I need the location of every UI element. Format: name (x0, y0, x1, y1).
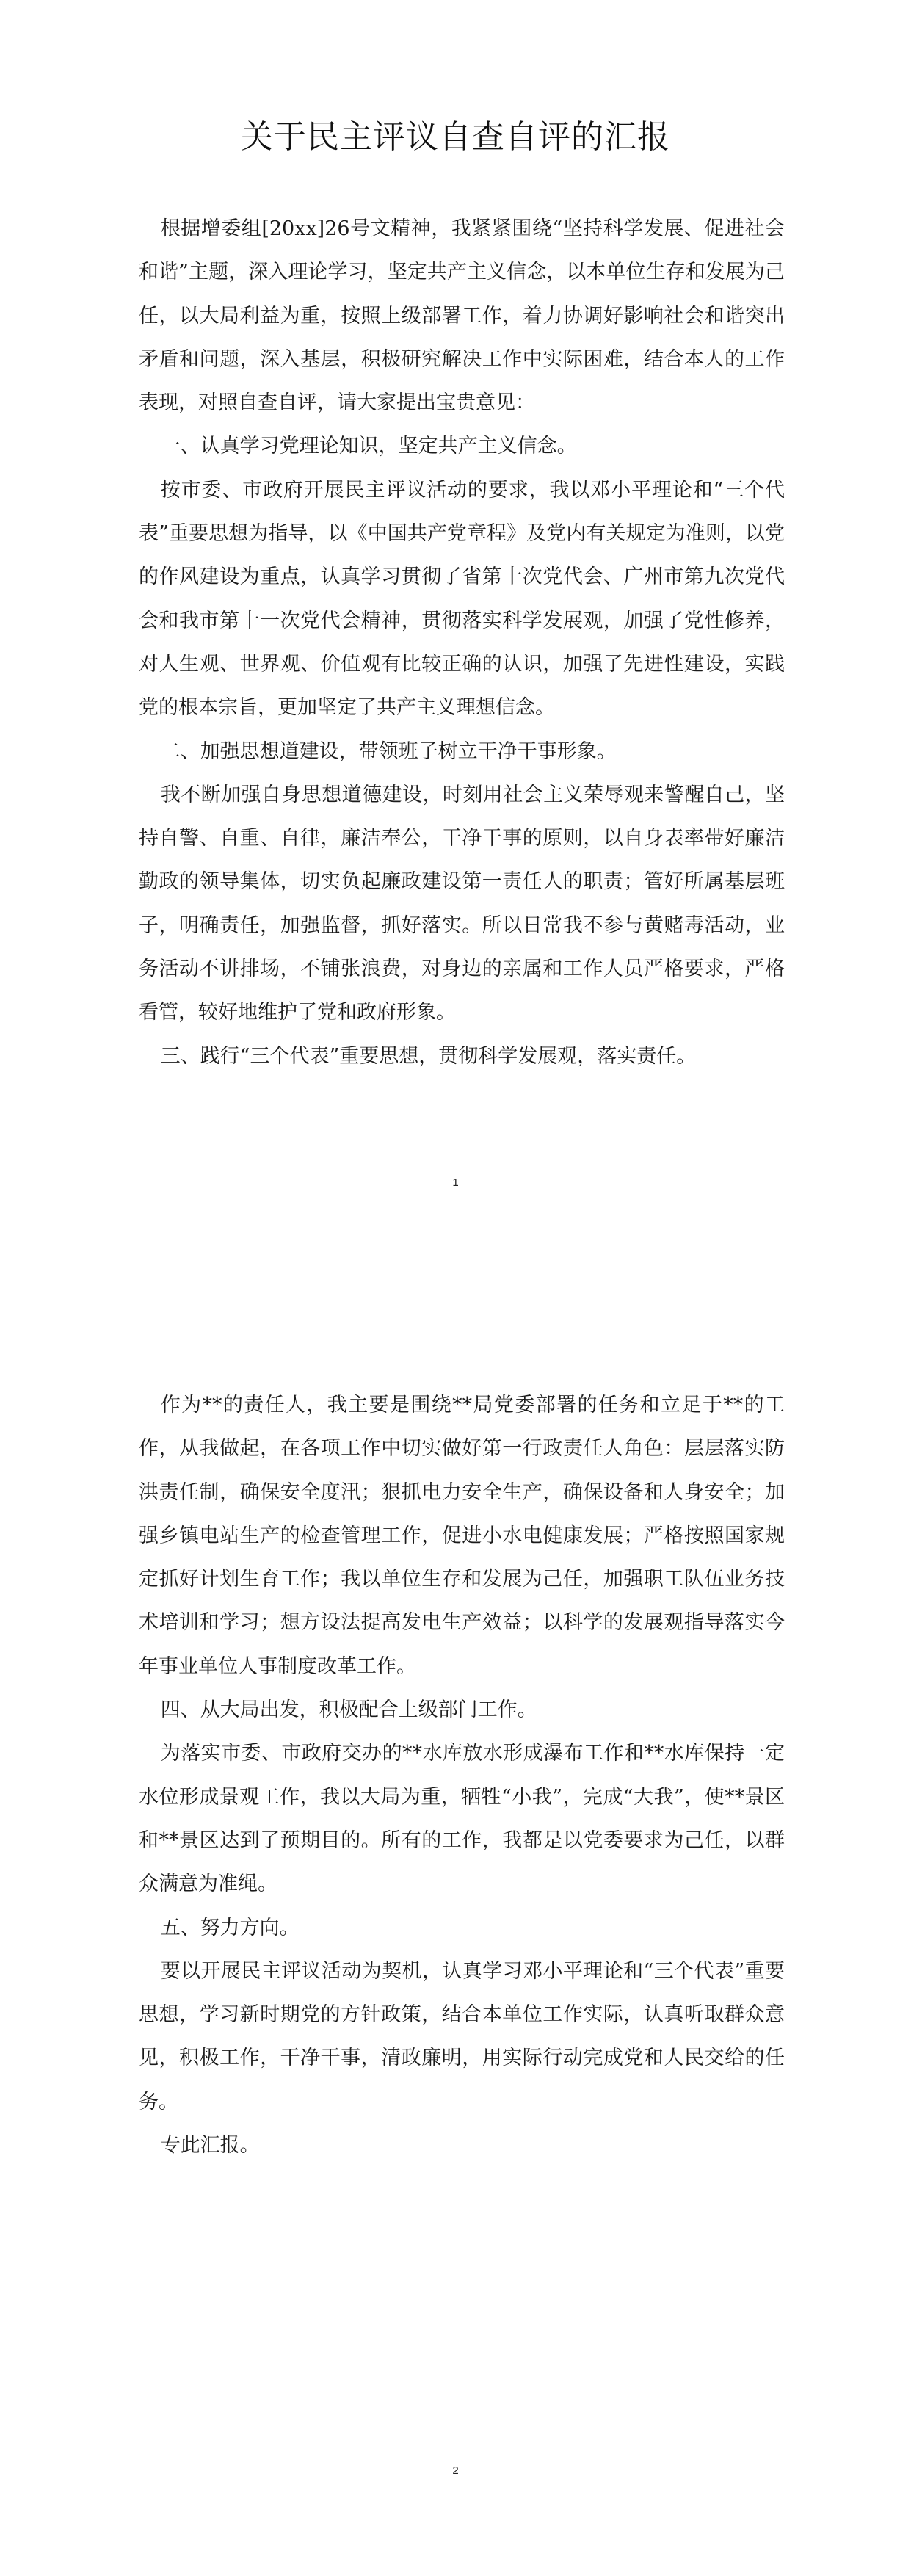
section-heading-4: 四、从大局出发，积极配合上级部门工作。 (160, 1698, 537, 1722)
section-paragraph-1: 按市委、市政府开展民主评议活动的要求，我以邓小平理论和“三个代表”重要思想为指导，以《中国共产党章程》及党内有关规定为准则，以党的作风建设为重点，认真学习贯彻了省第十次党代会、广州市第九次党代会和我市第十一次党代会精神，贯彻落实科学发展观，加强了党性修养，对人生观、世界观、价值观有比较正确的认识，加强了先进性建设，实践党的根本宗旨，更加坚定了共产主义理想信念。 (139, 478, 785, 720)
document-title: 关于民主评议自查自评的汇报 (241, 118, 670, 156)
section-heading-1: 一、认真学习党理论知识，坚定共产主义信念。 (160, 435, 577, 458)
document-page-2 (0, 1288, 911, 2576)
section-heading-5: 五、努力方向。 (160, 1916, 300, 1939)
page-number-1: 1 (452, 1176, 459, 1189)
page-2-body (139, 1383, 785, 2167)
section-heading-3: 三、践行“三个代表”重要思想，贯彻科学发展观，落实责任。 (160, 1044, 697, 1068)
section-paragraph-3: 作为**的责任人，我主要是围绕**局党委部署的任务和立足于**的工作，从我做起，在各项工作中切实做好第一行政责任人角色：层层落实防洪责任制，确保安全度汛；狠抓电力安全生产，确保设备和人身安全；加强乡镇电站生产的检查管理工作，促进小水电健康发展；严格按照国家规定抓好计划生育工作；我以单位生存和发展为己任，加强职工队伍业务技术培训和学习；想方设法提高发电生产效益；以科学的发展观指导落实今年事业单位人事制度改革工作。 (139, 1394, 785, 1678)
section-paragraph-5: 要以开展民主评议活动为契机，认真学习邓小平理论和“三个代表”重要思想，学习新时期党的方针政策，结合本单位工作实际，认真听取群众意见，积极工作，干净干事，清政廉明，用实际行动完成党和人民交给的任务。 (139, 1959, 785, 2113)
page-number-2: 2 (452, 2464, 459, 2477)
closing-line: 专此汇报。 (160, 2134, 260, 2157)
section-paragraph-2: 我不断加强自身思想道德建设，时刻用社会主义荣辱观来警醒自己，坚持自警、自重、自律，廉洁奉公，干净干事的原则，以自身表率带好廉洁勤政的领导集体，切实负起廉政建设第一责任人的职责；管好所属基层班子，明确责任，加强监督，抓好落实。所以日常我不参与黄赌毒活动，业务活动不讲排场，不铺张浪费，对身边的亲属和工作人员严格要求，严格看管，较好地维护了党和政府形象。 (139, 783, 785, 1024)
page-1-body (139, 207, 785, 1078)
intro-paragraph: 根据增委组[20xx]26号文精神，我紧紧围绕“坚持科学发展、促进社会和谐”主题，深入理论学习，坚定共产主义信念，以本单位生存和发展为己任，以大局利益为重，按照上级部署工作，着力协调好影响社会和谐突出矛盾和问题，深入基层，积极研究解决工作中实际困难，结合本人的工作表现，对照自查自评，请大家提出宝贵意见： (139, 217, 785, 415)
section-heading-2: 二、加强思想道建设，带领班子树立干净干事形象。 (160, 739, 617, 763)
section-paragraph-4: 为落实市委、市政府交办的**水库放水形成瀑布工作和**水库保持一定水位形成景观工作，我以大局为重，牺牲“小我”，完成“大我”，使**景区和**景区达到了预期目的。所有的工作，我都是以党委要求为己任，以群众满意为准绳。 (139, 1742, 785, 1896)
